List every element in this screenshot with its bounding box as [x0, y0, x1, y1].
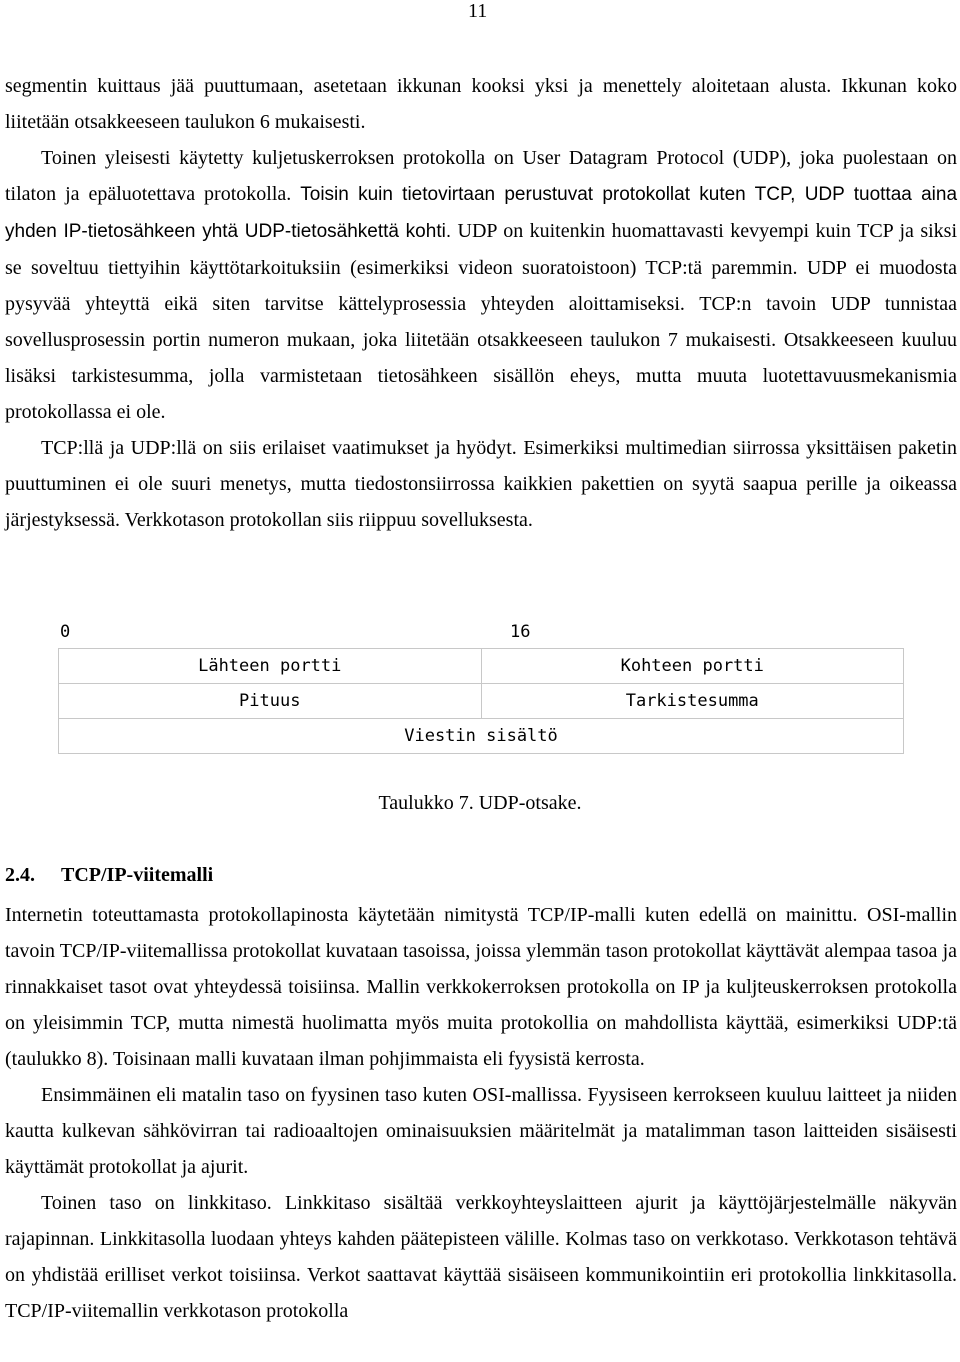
text-run: Esimerkiksi multimedian siirrossa yksittäisen paketin puuttuminen ei ole suuri menetys, mutta tiedostonsiirrossa kaikkien pakettien on syytä saapua perille ja oikeassa järjestyksessä. Verkkotason protokollan siis riippuu sovelluksesta.: [5, 437, 958, 531]
table-cell-checksum: Tarkistesumma: [481, 684, 904, 719]
text-run: TCP:llä ja UDP:llä on siis erilaiset vaatimukset ja hyödyt.: [41, 437, 517, 459]
table-row: [59, 649, 904, 684]
table-row: [59, 684, 904, 719]
section-title: TCP/IP-viitemalli: [61, 864, 214, 886]
body-text-block-1: [5, 68, 957, 538]
text-run: Toisin kuin tietovirtaan perustuvat protokollat kuten TCP, UDP tuottaa aina yhden IP-tietosähkeen yhtä UDP-tietosähkettä kohti.: [5, 184, 958, 242]
section-number: 2.4.: [5, 864, 35, 886]
paragraph: Ensimmäinen eli matalin taso on fyysinen taso kuten OSI-mallissa. Fyysiseen kerrokseen kuuluu laitteet ja niiden kautta kulkevan sähkövirran tai radioaaltojen ominaisuuksien määritelmät ja matalimman tason laitteiden sisäisesti käyttämät protokollat ja ajurit.: [5, 1084, 957, 1178]
bit-offset-labels: [58, 622, 904, 644]
table-cell-message: Viestin sisältö: [59, 719, 904, 754]
body-text-block-2: [5, 897, 957, 1329]
page-number: 11: [468, 0, 488, 22]
paragraph: [5, 140, 957, 430]
table-cell-dest-port: Kohteen portti: [481, 649, 904, 684]
text-run: Toinen yleisesti käytetty kuljetuskerroksen protokolla on User Datagram Protocol (UDP), joka puolestaan on tilaton ja epäluotettava protokolla.: [5, 147, 957, 205]
text-run: UDP on kuitenkin huomattavasti kevyempi kuin TCP ja siksi se soveltuu tiettyihin käyttötarkoituksiin (esimerkiksi videon suoratoistoon) TCP:tä paremmin.: [5, 220, 957, 279]
table-row: [59, 719, 904, 754]
udp-header-table: [58, 622, 904, 754]
paragraph: Internetin toteuttamasta protokollapinosta käytetään nimitystä TCP/IP-malli kuten edellä on mainittu. OSI-mallin tavoin TCP/IP-viitemallissa protokollat kuvataan tasoissa, joissa ylemmän tason protokollat käyttävät alempaa tasoa ja rinnakkaiset tasot ovat yhteydessä toisiinsa. Mallin verkkokerroksen protokolla on IP ja kuljteuskerroksen protokolla on yleisimmin TCP, mutta nimestä huolimatta myös muita protokollia on mahdollista käyttää, esimerkiksi UDP:tä (taulukko 8). Toisinaan malli kuvataan ilman pohjimmaista eli fyysistä kerrosta.: [5, 904, 957, 1070]
paragraph: [5, 430, 957, 538]
table-cell-source-port: Lähteen portti: [59, 649, 482, 684]
bit-label-start: 0: [60, 622, 71, 642]
udp-header-grid: [58, 648, 904, 754]
table-cell-length: Pituus: [59, 684, 482, 719]
text-run: UDP ei muodosta pysyvää yhteyttä eikä siten tarvitse kättelyprosessia yhteyden aloittamiseksi.: [5, 257, 958, 315]
paragraph: segmentin kuittaus jää puuttumaan, asetetaan ikkunan kooksi yksi ja menettely aloitetaan alusta. Ikkunan koko liitetään otsakkeeseen taulukon 6 mukaisesti.: [5, 75, 957, 133]
paragraph: Toinen taso on linkkitaso. Linkkitaso sisältää verkkoyhteyslaitteen ajurit ja käyttöjärjestelmälle näkyvän rajapinnan. Linkkitasolla luodaan yhteys kahden päätepisteen välille. Kolmas taso on verkkotaso. Verkkotason tehtävä on yhdistää erilliset verkot toisiinsa. Verkot saattavat käyttää sisäiseen kommunikointiin eri protokollia linkkitasolla. TCP/IP-viitemallin verkkotason protokolla: [5, 1192, 957, 1322]
section-heading: [5, 860, 213, 890]
bit-label-mid: 16: [510, 622, 531, 642]
text-run: TCP:n tavoin UDP tunnistaa sovellusprosessin portin numeron mukaan, joka liitetään otsakkeeseen taulukon 7 mukaisesti. Otsakkeeseen kuuluu lisäksi tarkistesumma, jolla varmistetaan tietosähkeen sisällön eheys, mutta muuta luotettavuusmekanismia protokollassa ei ole.: [5, 293, 958, 423]
table-caption: Taulukko 7. UDP-otsake.: [378, 792, 582, 814]
